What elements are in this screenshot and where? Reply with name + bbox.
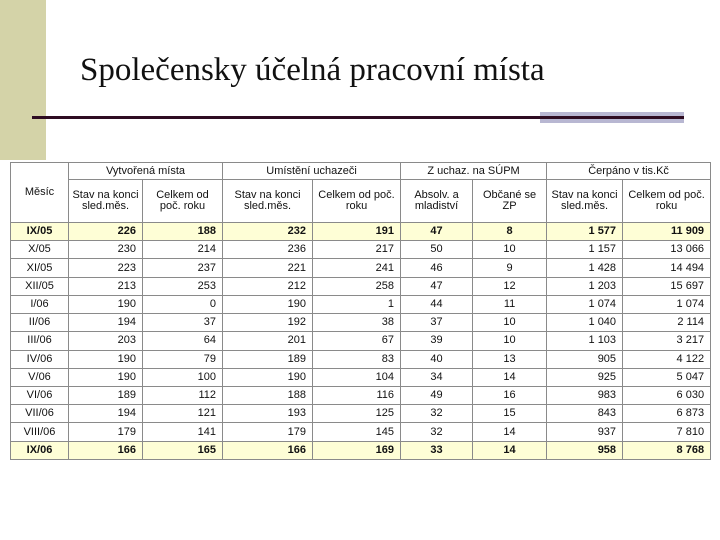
value-cell: 37	[401, 314, 473, 332]
value-cell: 1 074	[547, 295, 623, 313]
value-cell: 6 873	[623, 405, 711, 423]
value-cell: 213	[69, 277, 143, 295]
value-cell: 165	[143, 441, 223, 459]
column-header: Stav na konci sled.měs.	[69, 180, 143, 223]
value-cell: 10	[473, 332, 547, 350]
data-table	[10, 162, 711, 460]
table-row	[11, 241, 711, 259]
value-cell: 191	[313, 223, 401, 241]
value-cell: 9	[473, 259, 547, 277]
value-cell: 983	[547, 386, 623, 404]
value-cell: 166	[223, 441, 313, 459]
value-cell: 14 494	[623, 259, 711, 277]
title-underline	[32, 116, 540, 119]
value-cell: 14	[473, 441, 547, 459]
value-cell: 2 114	[623, 314, 711, 332]
value-cell: 232	[223, 223, 313, 241]
month-cell: III/06	[11, 332, 69, 350]
month-cell: VII/06	[11, 405, 69, 423]
value-cell: 34	[401, 368, 473, 386]
value-cell: 189	[223, 350, 313, 368]
value-cell: 47	[401, 277, 473, 295]
value-cell: 13 066	[623, 241, 711, 259]
value-cell: 12	[473, 277, 547, 295]
table-row	[11, 386, 711, 404]
value-cell: 116	[313, 386, 401, 404]
value-cell: 11 909	[623, 223, 711, 241]
column-header: Celkem od poč. roku	[623, 180, 711, 223]
value-cell: 46	[401, 259, 473, 277]
month-cell: X/05	[11, 241, 69, 259]
value-cell: 190	[69, 368, 143, 386]
month-header: Měsíc	[11, 163, 69, 223]
value-cell: 179	[223, 423, 313, 441]
column-header: Celkem od poč. roku	[143, 180, 223, 223]
value-cell: 49	[401, 386, 473, 404]
table-body	[11, 223, 711, 460]
value-cell: 4 122	[623, 350, 711, 368]
value-cell: 188	[223, 386, 313, 404]
value-cell: 190	[69, 295, 143, 313]
group-header: Vytvořená místa	[69, 163, 223, 180]
value-cell: 10	[473, 241, 547, 259]
value-cell: 937	[547, 423, 623, 441]
table-row	[11, 423, 711, 441]
month-cell: XI/05	[11, 259, 69, 277]
value-cell: 3 217	[623, 332, 711, 350]
value-cell: 145	[313, 423, 401, 441]
table-row	[11, 259, 711, 277]
column-header: Stav na konci sled.měs.	[223, 180, 313, 223]
value-cell: 1 103	[547, 332, 623, 350]
value-cell: 217	[313, 241, 401, 259]
value-cell: 237	[143, 259, 223, 277]
value-cell: 253	[143, 277, 223, 295]
value-cell: 905	[547, 350, 623, 368]
value-cell: 201	[223, 332, 313, 350]
slide-title: Společensky účelná pracovní místa	[80, 52, 545, 88]
table-row	[11, 314, 711, 332]
value-cell: 190	[69, 350, 143, 368]
value-cell: 44	[401, 295, 473, 313]
value-cell: 8 768	[623, 441, 711, 459]
value-cell: 0	[143, 295, 223, 313]
value-cell: 169	[313, 441, 401, 459]
value-cell: 67	[313, 332, 401, 350]
value-cell: 50	[401, 241, 473, 259]
value-cell: 37	[143, 314, 223, 332]
value-cell: 121	[143, 405, 223, 423]
value-cell: 1 203	[547, 277, 623, 295]
value-cell: 112	[143, 386, 223, 404]
value-cell: 226	[69, 223, 143, 241]
value-cell: 13	[473, 350, 547, 368]
value-cell: 925	[547, 368, 623, 386]
value-cell: 11	[473, 295, 547, 313]
month-cell: IX/06	[11, 441, 69, 459]
value-cell: 236	[223, 241, 313, 259]
value-cell: 83	[313, 350, 401, 368]
table-row	[11, 223, 711, 241]
value-cell: 32	[401, 405, 473, 423]
value-cell: 179	[69, 423, 143, 441]
value-cell: 843	[547, 405, 623, 423]
value-cell: 100	[143, 368, 223, 386]
value-cell: 221	[223, 259, 313, 277]
value-cell: 14	[473, 368, 547, 386]
value-cell: 193	[223, 405, 313, 423]
value-cell: 166	[69, 441, 143, 459]
value-cell: 214	[143, 241, 223, 259]
value-cell: 7 810	[623, 423, 711, 441]
value-cell: 194	[69, 405, 143, 423]
value-cell: 190	[223, 295, 313, 313]
column-header: Stav na konci sled.měs.	[547, 180, 623, 223]
value-cell: 958	[547, 441, 623, 459]
value-cell: 79	[143, 350, 223, 368]
value-cell: 14	[473, 423, 547, 441]
table-row	[11, 350, 711, 368]
month-cell: IV/06	[11, 350, 69, 368]
value-cell: 125	[313, 405, 401, 423]
value-cell: 141	[143, 423, 223, 441]
value-cell: 189	[69, 386, 143, 404]
group-header: Z uchaz. na SÚPM	[401, 163, 547, 180]
month-cell: I/06	[11, 295, 69, 313]
month-cell: II/06	[11, 314, 69, 332]
value-cell: 194	[69, 314, 143, 332]
decorative-side-bar	[0, 0, 46, 160]
value-cell: 188	[143, 223, 223, 241]
value-cell: 16	[473, 386, 547, 404]
month-cell: VI/06	[11, 386, 69, 404]
value-cell: 8	[473, 223, 547, 241]
value-cell: 1 577	[547, 223, 623, 241]
value-cell: 15 697	[623, 277, 711, 295]
value-cell: 192	[223, 314, 313, 332]
table-row	[11, 295, 711, 313]
value-cell: 6 030	[623, 386, 711, 404]
group-header: Umístění uchazeči	[223, 163, 401, 180]
value-cell: 223	[69, 259, 143, 277]
group-header: Čerpáno v tis.Kč	[547, 163, 711, 180]
value-cell: 38	[313, 314, 401, 332]
column-header: Občané se ZP	[473, 180, 547, 223]
value-cell: 203	[69, 332, 143, 350]
month-cell: IX/05	[11, 223, 69, 241]
value-cell: 212	[223, 277, 313, 295]
value-cell: 241	[313, 259, 401, 277]
value-cell: 32	[401, 423, 473, 441]
value-cell: 10	[473, 314, 547, 332]
value-cell: 15	[473, 405, 547, 423]
table-row	[11, 277, 711, 295]
month-cell: VIII/06	[11, 423, 69, 441]
value-cell: 190	[223, 368, 313, 386]
value-cell: 64	[143, 332, 223, 350]
column-header: Celkem od poč. roku	[313, 180, 401, 223]
value-cell: 1 074	[623, 295, 711, 313]
table-row	[11, 368, 711, 386]
value-cell: 47	[401, 223, 473, 241]
table-row	[11, 405, 711, 423]
value-cell: 104	[313, 368, 401, 386]
value-cell: 33	[401, 441, 473, 459]
month-cell: V/06	[11, 368, 69, 386]
value-cell: 258	[313, 277, 401, 295]
value-cell: 5 047	[623, 368, 711, 386]
value-cell: 1 157	[547, 241, 623, 259]
column-header: Absolv. a mladiství	[401, 180, 473, 223]
value-cell: 230	[69, 241, 143, 259]
table-row	[11, 332, 711, 350]
value-cell: 1 428	[547, 259, 623, 277]
value-cell: 40	[401, 350, 473, 368]
month-cell: XII/05	[11, 277, 69, 295]
value-cell: 1	[313, 295, 401, 313]
table-row	[11, 441, 711, 459]
value-cell: 1 040	[547, 314, 623, 332]
value-cell: 39	[401, 332, 473, 350]
title-underline-accent	[540, 112, 684, 123]
